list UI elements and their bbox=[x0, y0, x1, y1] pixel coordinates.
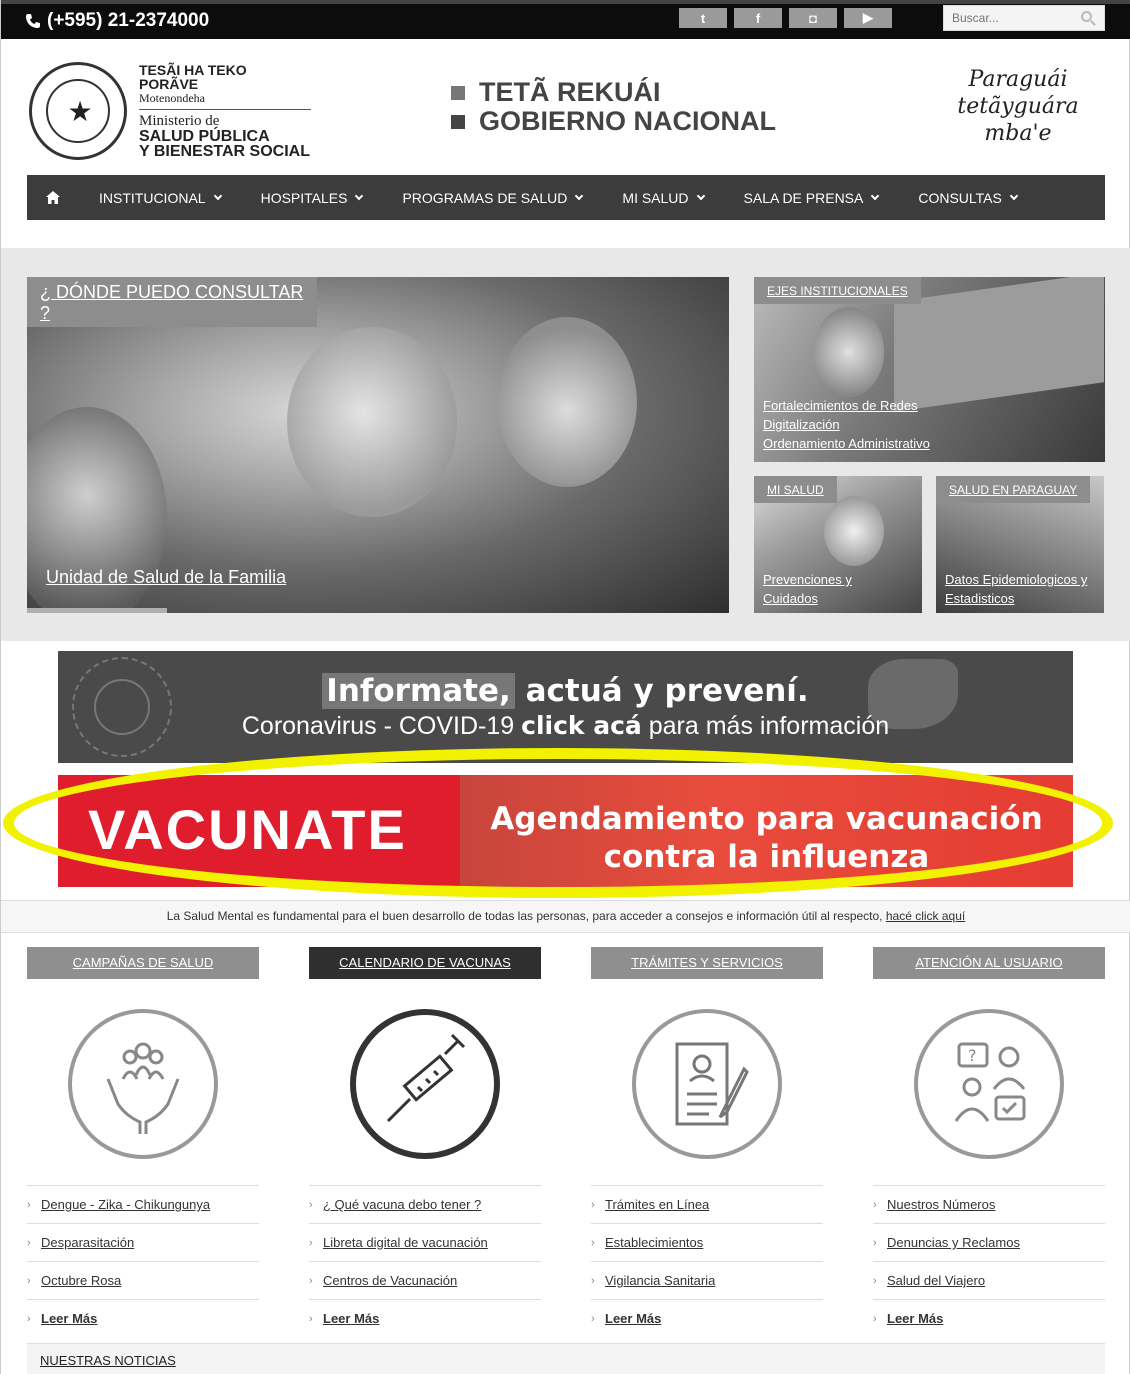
ministry-guarani-title: TESÃI HA TEKO PORÃVE bbox=[139, 62, 247, 92]
column-atencion bbox=[873, 947, 1105, 1326]
chevron-down-icon bbox=[575, 191, 583, 199]
column-links bbox=[591, 1185, 823, 1337]
link-label: Salud del Viajero bbox=[887, 1273, 986, 1288]
ejes-caption[interactable] bbox=[763, 396, 930, 453]
nav-item-programas[interactable] bbox=[382, 175, 602, 220]
covid-subline bbox=[58, 711, 1073, 741]
covid-subline-start: Coronavirus - COVID-19 bbox=[241, 712, 522, 740]
salud-paraguay-line: Estadisticos bbox=[945, 591, 1015, 606]
salud-paraguay-line: Datos Epidemiologicos y bbox=[945, 572, 1088, 587]
chevron-down-icon bbox=[1010, 191, 1018, 199]
chevron-right-icon: › bbox=[309, 1274, 313, 1287]
vacunate-banner[interactable] bbox=[58, 775, 1073, 887]
gobierno-line2: GOBIERNO NACIONAL bbox=[479, 106, 776, 136]
photo-figure bbox=[824, 496, 884, 566]
link-label: Leer Más bbox=[605, 1311, 662, 1326]
column-links bbox=[309, 1185, 541, 1337]
mi-salud-line: Prevenciones y bbox=[763, 572, 852, 587]
home-button[interactable] bbox=[27, 175, 79, 220]
covid-highlight: Informate, bbox=[322, 673, 515, 709]
top-bar bbox=[1, 0, 1130, 39]
link-label: Nuestros Números bbox=[887, 1197, 996, 1212]
square-icon bbox=[451, 115, 465, 129]
motto-line3: mba'e bbox=[984, 121, 1052, 146]
list-item[interactable] bbox=[873, 1185, 1105, 1223]
vacunate-line2: contra la influenza bbox=[603, 839, 930, 875]
phone-number: (+595) 21-2374000 bbox=[47, 10, 210, 31]
column-links bbox=[873, 1185, 1105, 1337]
salud-paraguay-photo[interactable] bbox=[936, 476, 1104, 613]
svg-text:?: ? bbox=[968, 1046, 977, 1065]
nav-item-hospitales[interactable] bbox=[241, 175, 383, 220]
column-links bbox=[27, 1185, 259, 1337]
covid-click-link: click acá bbox=[521, 711, 642, 740]
slider-progress bbox=[27, 608, 167, 613]
list-item[interactable] bbox=[591, 1261, 823, 1299]
icon-ring bbox=[68, 1009, 218, 1159]
covid-subline-end: para más información bbox=[641, 712, 890, 740]
link-label: Leer Más bbox=[41, 1311, 98, 1326]
read-more-link[interactable] bbox=[27, 1299, 259, 1337]
home-icon bbox=[46, 191, 60, 204]
national-seal-logo[interactable] bbox=[29, 62, 127, 160]
list-item[interactable] bbox=[27, 1223, 259, 1261]
mi-salud-tag[interactable]: MI SALUD bbox=[754, 476, 837, 503]
mi-salud-photo[interactable] bbox=[754, 476, 922, 613]
chevron-down-icon bbox=[213, 191, 221, 199]
nav-item-sala-de-prensa[interactable] bbox=[724, 175, 899, 220]
phone-icon bbox=[25, 13, 41, 29]
column-heading[interactable]: TRÁMITES Y SERVICIOS bbox=[591, 947, 823, 979]
mi-salud-line: Cuidados bbox=[763, 591, 818, 606]
ejes-photo[interactable] bbox=[754, 277, 1105, 462]
link-label: Centros de Vacunación bbox=[323, 1273, 458, 1288]
consultar-tag[interactable]: ¿ DÓNDE PUEDO CONSULTAR ? bbox=[27, 277, 317, 327]
read-more-link[interactable] bbox=[873, 1299, 1105, 1337]
nav-label: PROGRAMAS DE SALUD bbox=[402, 189, 568, 206]
read-more-link[interactable] bbox=[309, 1299, 541, 1337]
list-item[interactable] bbox=[309, 1223, 541, 1261]
search-box bbox=[943, 5, 1105, 31]
salud-paraguay-caption[interactable] bbox=[945, 570, 1087, 608]
column-heading[interactable]: CALENDARIO DE VACUNAS bbox=[309, 947, 541, 979]
read-more-link[interactable] bbox=[591, 1299, 823, 1337]
hero-main-caption[interactable]: Unidad de Salud de la Familia bbox=[46, 567, 287, 587]
chevron-right-icon: › bbox=[27, 1198, 31, 1211]
nav-label: SALA DE PRENSA bbox=[743, 189, 864, 206]
list-item[interactable] bbox=[591, 1223, 823, 1261]
main-nav bbox=[27, 175, 1105, 220]
icon-ring bbox=[914, 1009, 1064, 1159]
chevron-right-icon: › bbox=[591, 1236, 595, 1249]
list-item[interactable] bbox=[591, 1185, 823, 1223]
chevron-right-icon: › bbox=[27, 1236, 31, 1249]
ministry-name-line2: Y BIENESTAR SOCIAL bbox=[139, 143, 310, 160]
customer-support-icon[interactable] bbox=[914, 1009, 1064, 1159]
hands-people-icon[interactable] bbox=[68, 1009, 218, 1159]
list-item[interactable] bbox=[27, 1261, 259, 1299]
ejes-tag[interactable]: EJES INSTITUCIONALES bbox=[754, 277, 921, 304]
icon-ring bbox=[632, 1009, 782, 1159]
link-label: ¿ Qué vacuna debo tener ? bbox=[323, 1197, 482, 1212]
nav-label: MI SALUD bbox=[622, 189, 689, 206]
mi-salud-caption[interactable] bbox=[763, 570, 852, 608]
chevron-down-icon bbox=[696, 191, 704, 199]
square-icon bbox=[451, 86, 465, 100]
link-label: Trámites en Línea bbox=[605, 1197, 710, 1212]
mental-health-notice bbox=[1, 900, 1130, 933]
list-item[interactable] bbox=[873, 1261, 1105, 1299]
covid-headline bbox=[58, 673, 1073, 709]
youtube-icon[interactable]: ▶ bbox=[844, 8, 892, 28]
document-pen-icon[interactable] bbox=[632, 1009, 782, 1159]
star-icon: ★ bbox=[67, 95, 93, 128]
list-item[interactable] bbox=[27, 1185, 259, 1223]
list-item[interactable] bbox=[309, 1261, 541, 1299]
vacunate-line1: Agendamiento para vacunación bbox=[490, 801, 1043, 837]
facebook-icon[interactable]: f bbox=[734, 8, 782, 28]
ejes-line: Fortalecimientos de Redes bbox=[763, 398, 918, 413]
chevron-right-icon: › bbox=[27, 1274, 31, 1287]
hero-main-photo[interactable] bbox=[27, 277, 729, 613]
chevron-right-icon: › bbox=[309, 1312, 313, 1325]
covid-headline-rest: actuá y prevení. bbox=[514, 673, 809, 709]
chevron-down-icon bbox=[355, 191, 363, 199]
news-heading[interactable]: NUESTRAS NOTICIAS bbox=[27, 1343, 1105, 1374]
chevron-right-icon: › bbox=[873, 1274, 877, 1287]
ejes-line: Ordenamiento Administrativo bbox=[763, 436, 930, 451]
photo-figure bbox=[287, 327, 457, 517]
column-campanas bbox=[27, 947, 259, 1326]
link-label: Octubre Rosa bbox=[41, 1273, 122, 1288]
nav-item-consultas[interactable] bbox=[898, 175, 1037, 220]
vacunate-title: VACUNATE bbox=[88, 798, 407, 861]
link-label: Vigilancia Sanitaria bbox=[605, 1273, 716, 1288]
nav-item-institucional[interactable] bbox=[79, 175, 241, 220]
ministry-guarani-subtitle: Motenondeha bbox=[139, 91, 311, 110]
chevron-right-icon: › bbox=[873, 1198, 877, 1211]
list-item[interactable] bbox=[873, 1223, 1105, 1261]
link-label: Leer Más bbox=[323, 1311, 380, 1326]
chevron-right-icon: › bbox=[309, 1198, 313, 1211]
ministry-name-line1: SALUD PÚBLICA bbox=[139, 128, 270, 145]
phone-link[interactable] bbox=[25, 10, 209, 32]
photo-figure bbox=[497, 317, 637, 487]
chevron-right-icon: › bbox=[873, 1236, 877, 1249]
covid-banner[interactable] bbox=[58, 651, 1073, 763]
column-heading[interactable]: CAMPAÑAS DE SALUD bbox=[27, 947, 259, 979]
ministry-logo[interactable] bbox=[139, 63, 311, 159]
nav-label: HOSPITALES bbox=[260, 189, 348, 206]
link-label: Dengue - Zika - Chikungunya bbox=[41, 1197, 211, 1212]
column-tramites bbox=[591, 947, 823, 1326]
chevron-right-icon: › bbox=[27, 1312, 31, 1325]
motto-line1: Paraguái bbox=[968, 67, 1068, 92]
chevron-right-icon: › bbox=[591, 1274, 595, 1287]
photo-figure bbox=[814, 307, 884, 397]
chevron-down-icon bbox=[871, 191, 879, 199]
search-input[interactable] bbox=[944, 6, 1074, 30]
list-item[interactable] bbox=[309, 1185, 541, 1223]
chevron-right-icon: › bbox=[873, 1312, 877, 1325]
nav-label: CONSULTAS bbox=[918, 189, 1002, 206]
ejes-line: Digitalización bbox=[763, 417, 840, 432]
chevron-right-icon: › bbox=[309, 1236, 313, 1249]
mental-text: La Salud Mental es fundamental para el buen desarrollo de todas las personas, para acceder a consejos e información útil al respecto, bbox=[166, 909, 886, 923]
chevron-right-icon: › bbox=[591, 1312, 595, 1325]
gobierno-nacional-logo[interactable] bbox=[451, 78, 776, 136]
motto-line2: tetãyguára bbox=[957, 94, 1079, 119]
syringe-icon[interactable] bbox=[350, 1009, 500, 1159]
link-label: Establecimientos bbox=[605, 1235, 704, 1250]
motto-logo bbox=[953, 66, 1083, 147]
link-label: Denuncias y Reclamos bbox=[887, 1235, 1020, 1250]
link-label: Leer Más bbox=[887, 1311, 944, 1326]
instagram-icon[interactable]: ◘ bbox=[789, 8, 837, 28]
nav-label: INSTITUCIONAL bbox=[99, 189, 206, 206]
link-label: Libreta digital de vacunación bbox=[323, 1235, 488, 1250]
twitter-icon[interactable]: t bbox=[679, 8, 727, 28]
icon-ring bbox=[350, 1009, 500, 1159]
chevron-right-icon: › bbox=[591, 1198, 595, 1211]
salud-paraguay-tag[interactable]: SALUD EN PARAGUAY bbox=[936, 476, 1090, 503]
mental-link[interactable]: hacé click aquí bbox=[885, 909, 966, 923]
link-label: Desparasitación bbox=[41, 1235, 135, 1250]
ministry-title-line: Ministerio de bbox=[139, 113, 220, 129]
column-heading[interactable]: ATENCIÓN AL USUARIO bbox=[873, 947, 1105, 979]
nav-item-mi-salud[interactable] bbox=[602, 175, 723, 220]
column-vacunas bbox=[309, 947, 541, 1326]
gobierno-line1: TETÃ REKUÁI bbox=[479, 77, 661, 107]
search-icon[interactable] bbox=[1081, 11, 1092, 22]
